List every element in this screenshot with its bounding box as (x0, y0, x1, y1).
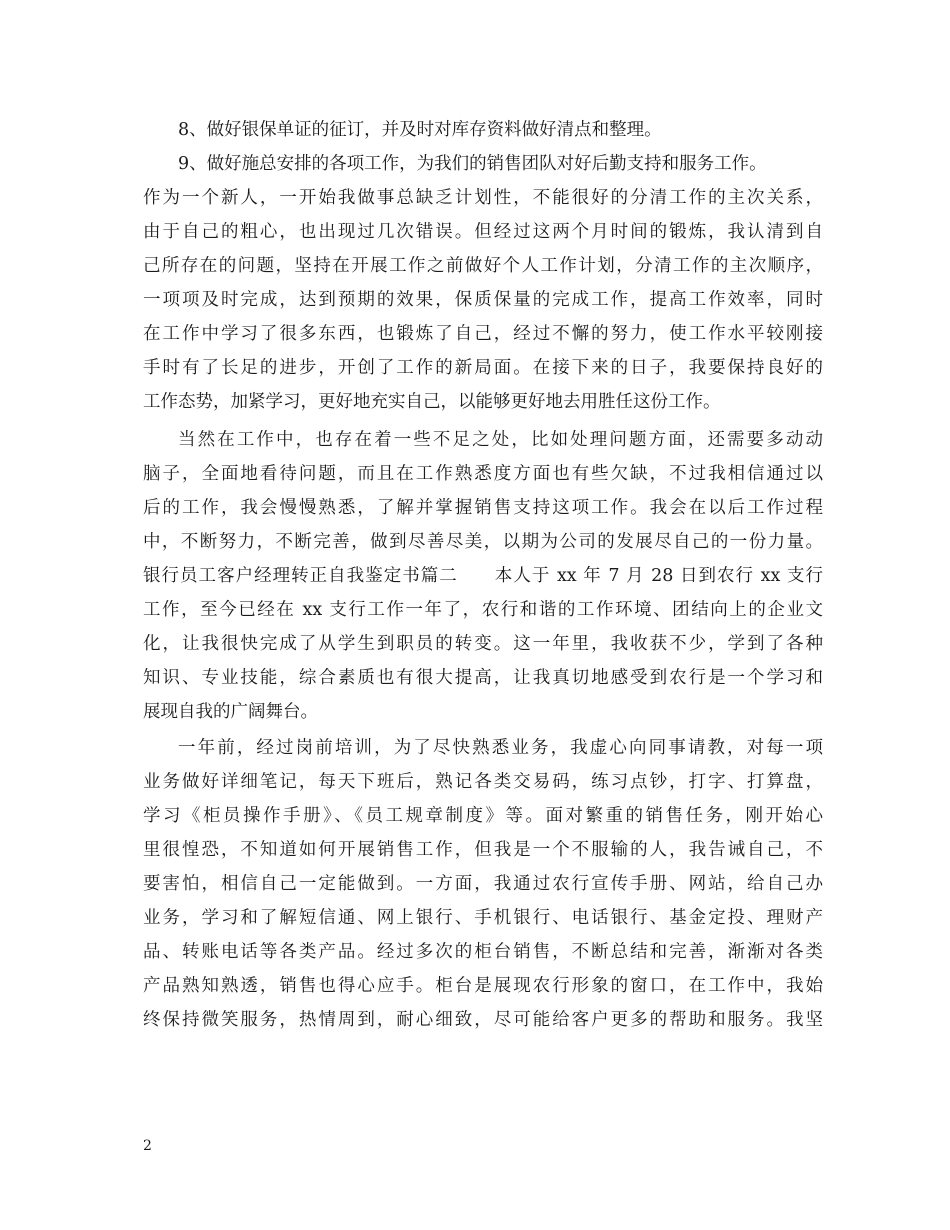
text-line: 业务，学习和了解短信通、网上银行、手机银行、电话银行、基金定投、理财产 (143, 908, 823, 928)
text-line: 中，不断努力，不断完善，做到尽善尽美，以期为公司的发展尽自己的一份力量。 (143, 532, 823, 552)
text-line: 一年前，经过岗前培训，为了尽快熟悉业务，我虚心向同事请教，对每一项 (178, 738, 823, 758)
text-line: 里很惶恐，不知道如何开展销售工作，但我是一个不服输的人，我告诫自己，不 (143, 840, 823, 860)
text-line: 后的工作，我会慢慢熟悉，了解并掌握销售支持这项工作。我会在以后工作过程 (143, 498, 823, 518)
text-line: 产品熟知熟透，销售也得心应手。柜台是展现农行形象的窗口，在工作中，我始 (143, 976, 823, 996)
text-line: 品、转账电话等各类产品。经过多次的柜台销售，不断总结和完善，渐渐对各类 (143, 942, 823, 962)
text-line: 工作态势，加紧学习，更好地充实自己，以能够更好地去用胜任这份工作。 (143, 392, 721, 412)
text-line: 脑子，全面地看待问题，而且在工作熟悉度方面也有些欠缺，不过我相信通过以 (143, 464, 823, 484)
text-line: 在工作中学习了很多东西，也锻炼了自己，经过不懈的努力，使工作水平较刚接 (143, 324, 823, 344)
text-line: 业务做好详细笔记，每天下班后，熟记各类交易码，练习点钞，打字、打算盘， (143, 772, 823, 792)
text-line: 要害怕，相信自己一定能做到。一方面，我通过农行宣传手册、网站，给自己办 (143, 874, 823, 894)
text-line: 9、做好施总安排的各项工作，为我们的销售团队对好后勤支持和服务工作。 (178, 154, 767, 174)
text-line: 展现自我的广阔舞台。 (143, 702, 318, 722)
text-line: 终保持微笑服务，热情周到，耐心细致，尽可能给客户更多的帮助和服务。我坚 (143, 1010, 823, 1030)
text-line: 工作，至今已经在 xx 支行工作一年了，农行和谐的工作环境、团结向上的企业文 (143, 600, 823, 620)
text-line: 作为一个新人，一开始我做事总缺乏计划性，不能很好的分清工作的主次关系， (143, 188, 823, 208)
page-number: 2 (143, 1138, 152, 1154)
text-line: 学习《柜员操作手册》、《员工规章制度》等。面对繁重的销售任务，刚开始心 (143, 806, 823, 826)
text-line: 知识、专业技能，综合素质也有很大提高，让我真切地感受到农行是一个学习和 (143, 668, 823, 688)
text-line: 当然在工作中，也存在着一些不足之处，比如处理问题方面，还需要多动动 (178, 430, 823, 450)
text-line: 手时有了长足的进步，开创了工作的新局面。在接下来的日子，我要保持良好的 (143, 358, 823, 378)
text-line: 一项项及时完成，达到预期的效果，保质保量的完成工作，提高工作效率，同时 (143, 290, 823, 310)
text-line: 8、做好银保单证的征订，并及时对库存资料做好清点和整理。 (178, 120, 662, 140)
text-line: 己所存在的问题，坚持在开展工作之前做好个人工作计划，分清工作的主次顺序， (143, 256, 823, 276)
text-line: 银行员工客户经理转正自我鉴定书篇二 本人于 xx 年 7 月 28 日到农行 xx 支行 (143, 566, 823, 586)
text-line: 化，让我很快完成了从学生到职员的转变。这一年里，我收获不少，学到了各种 (143, 634, 823, 654)
text-line: 由于自己的粗心，也出现过几次错误。但经过这两个月时间的锻炼，我认清到自 (143, 222, 823, 242)
